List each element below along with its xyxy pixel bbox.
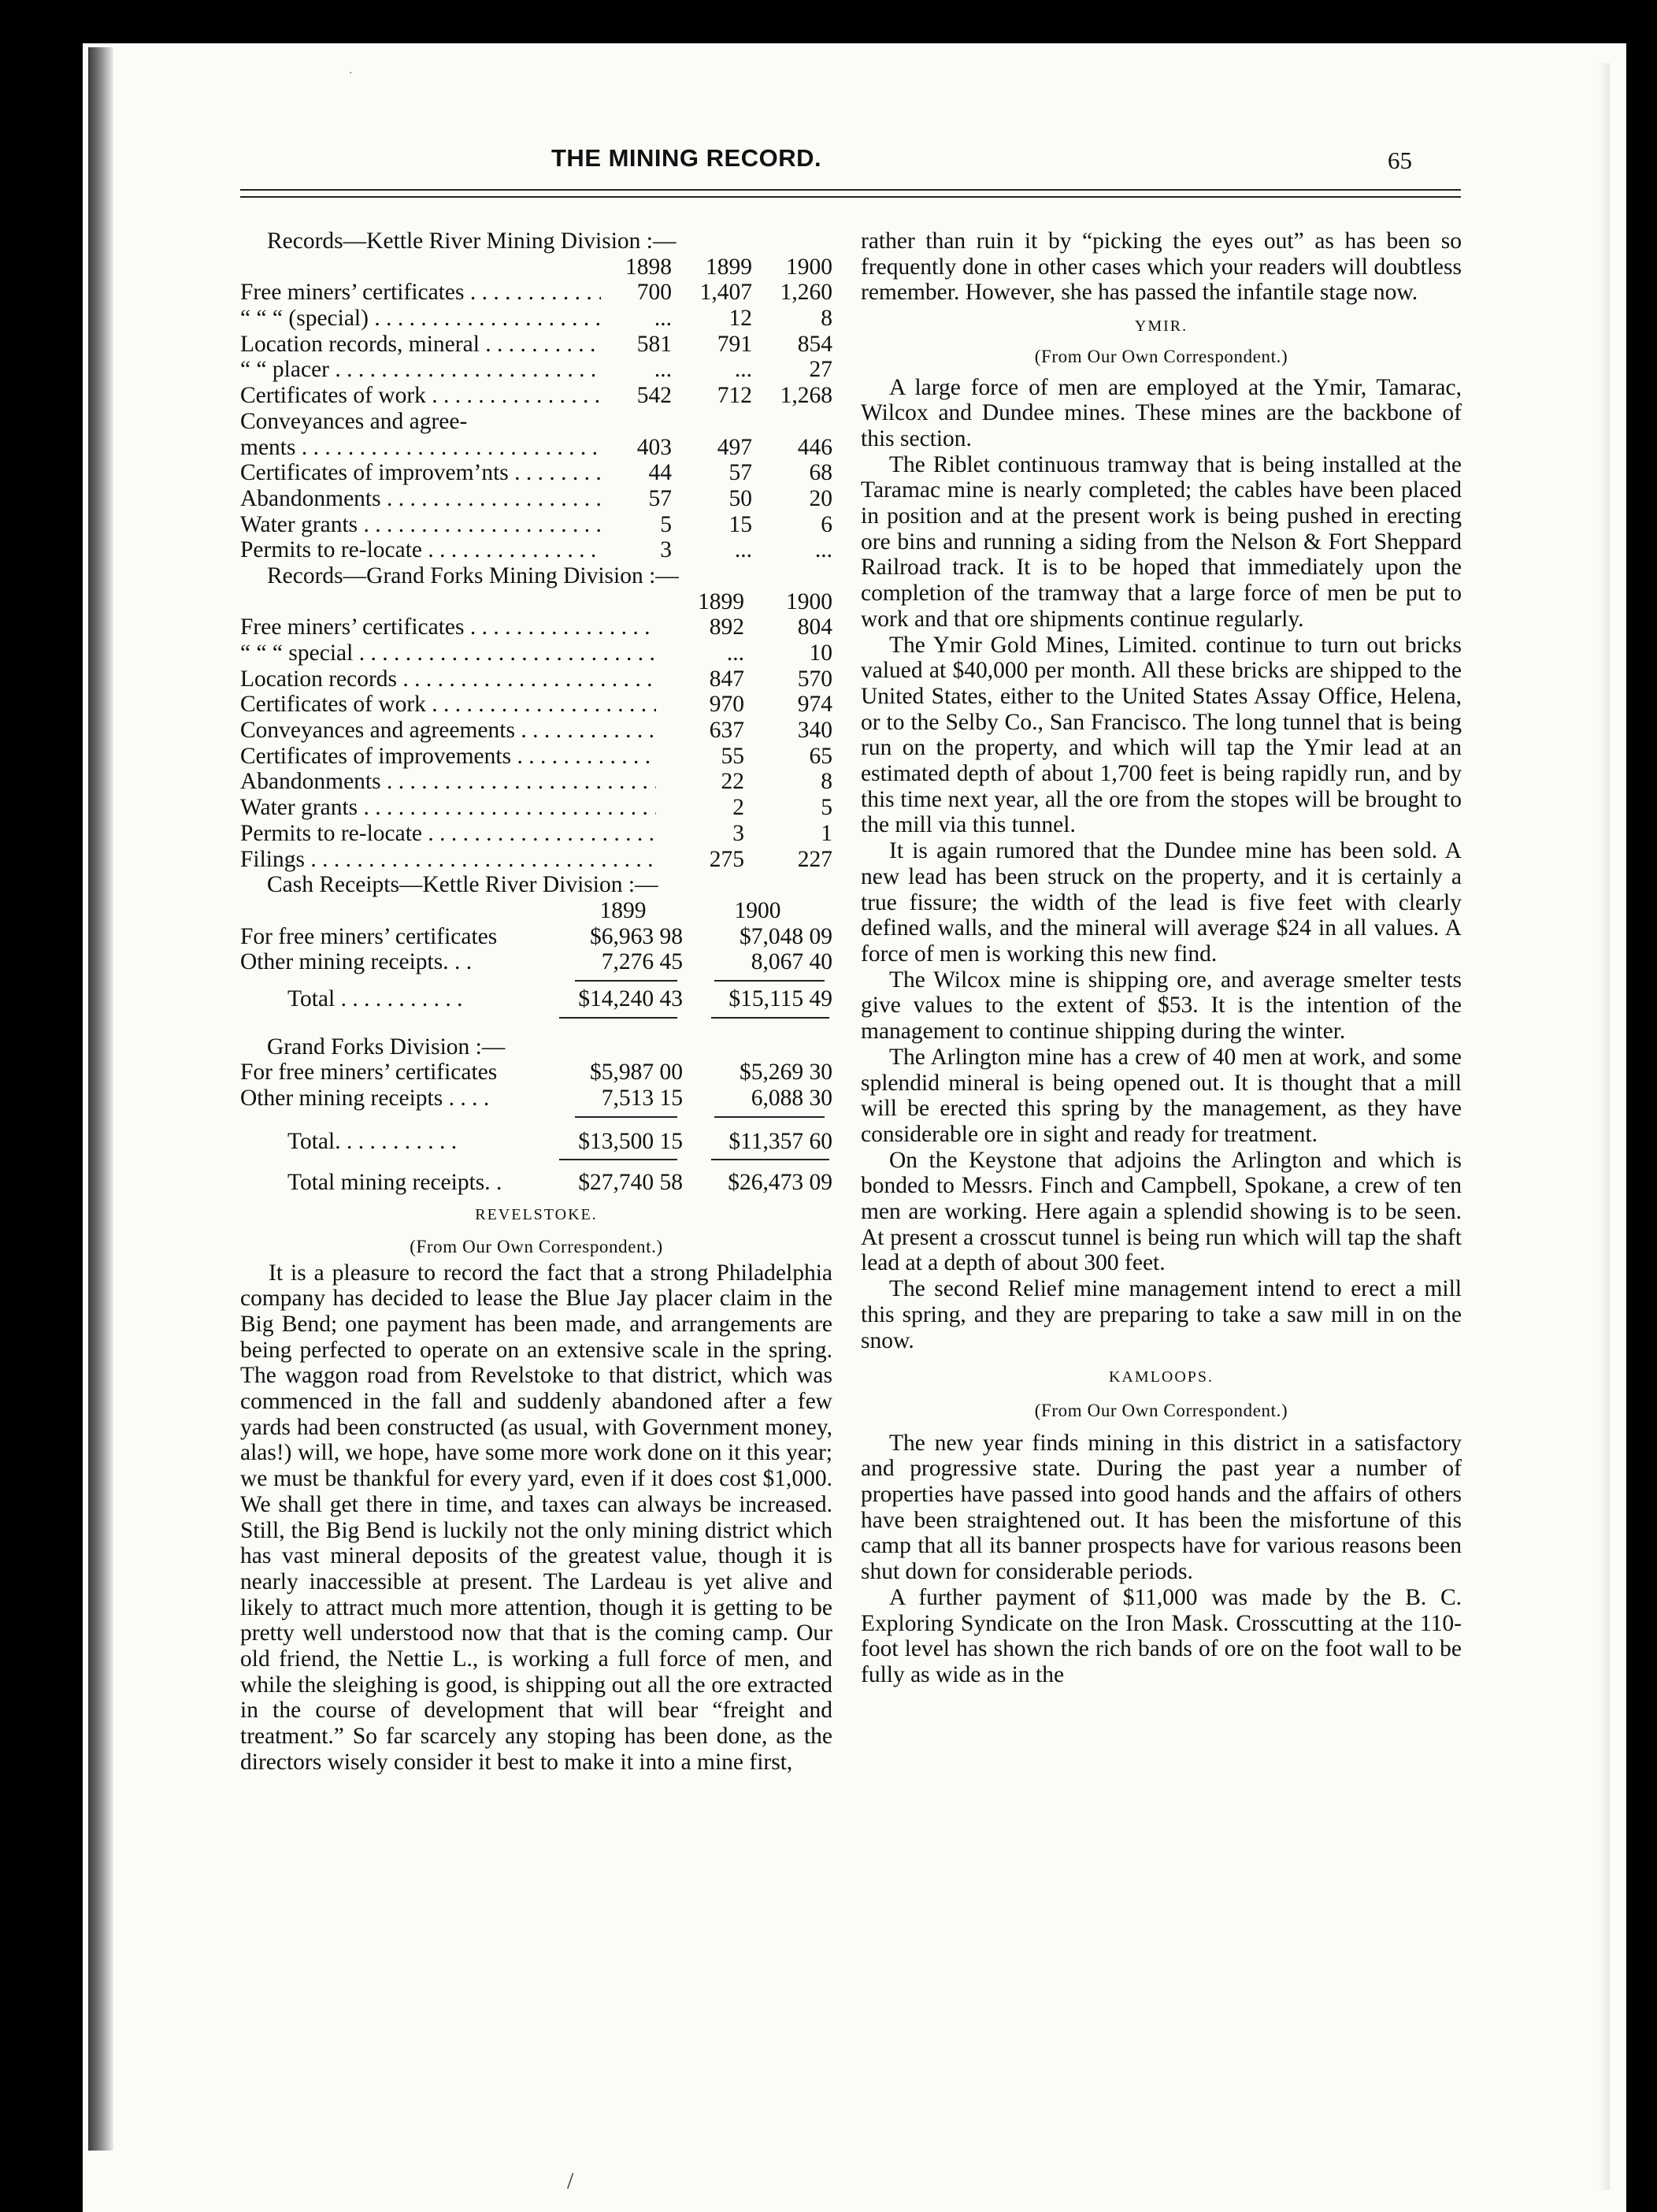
table-row (240, 924, 832, 950)
row-label: Conveyances and agreements . . . (240, 718, 656, 744)
speck-mark: · (349, 68, 353, 80)
kamloops-byline: (From Our Own Correspondent.) (1034, 1400, 1288, 1420)
header-rule-bottom (240, 196, 1461, 198)
table-row (240, 640, 832, 666)
cash-kettle-table (240, 924, 832, 975)
table-row (240, 795, 832, 821)
cell-value: 847 (709, 666, 744, 692)
cell-value: 6,088 30 (751, 1086, 832, 1112)
row-label: Certificates of improvem’nts . . . (240, 460, 601, 486)
cell-value: 3 (732, 820, 744, 846)
table-row (240, 280, 832, 306)
year-label: 1900 (786, 254, 832, 280)
cell-value: 581 (636, 331, 672, 357)
kamloops-article (861, 1431, 1462, 1688)
cell-value: 68 (809, 460, 832, 486)
cell-value: 700 (636, 280, 672, 306)
table-row (240, 744, 832, 770)
row-label: “ “ placer . . . (240, 357, 601, 383)
article-paragraph: The Arlington mine has a crew of 40 men at work, and some splendid mineral is being opened out. It is thought that a mill will be erected this spring by the management, as they have considerable ore in sight and ready for treatment. (861, 1044, 1462, 1147)
cell-value: 1 (821, 820, 832, 846)
row-label: Other mining receipts . . . . (240, 1086, 490, 1112)
cell-value: 65 (809, 743, 832, 769)
row-label: Water grants . . . (240, 512, 601, 538)
table-row (240, 769, 832, 795)
cash-kettle-total: Total . . . . . . . . . . . $14,240 43 $15,115 49 (287, 985, 832, 1011)
total-amount: $15,115 49 (728, 985, 832, 1011)
cash-kettle-title: Cash Receipts—Kettle River Division :— (267, 872, 658, 898)
cell-value: 27 (809, 357, 832, 383)
revelstoke-heading: REVELSTOKE. (475, 1206, 598, 1224)
article-paragraph: The second Relief mine management intend to erect a mill this spring, and they are preparing to take a saw mill in on the snow. (861, 1276, 1462, 1353)
table-row (240, 512, 832, 538)
cell-value: 10 (809, 640, 832, 666)
cell-value: $6,963 98 (590, 923, 683, 949)
article-paragraph: The Wilcox mine is shipping ore, and average smelter tests give values to the extent of $53. It is the intention of the management to continue shipping during the winter. (861, 967, 1462, 1045)
article-paragraph: The new year finds mining in this district in a satisfactory and progressive state. During the past year a number of properties have passed into good hands and the affairs of others have been straightened out. It has been the misfortune of this camp that all its banner prospects have for various reasons been shut down for considerable periods. (861, 1430, 1462, 1585)
row-label: Location records, mineral . . . (240, 332, 601, 358)
row-label: “ “ “ (special) . . . (240, 306, 601, 332)
total-amount: $11,357 60 (728, 1128, 832, 1154)
cell-value: 6 (821, 511, 832, 537)
cell-value: ... (814, 537, 832, 563)
grand-year-header (240, 589, 832, 615)
article-paragraph: It is again rumored that the Dundee mine has been sold. A new lead has been struck on the property, and it is certainly a true fissure; the width of the lead is five feet with clearly defined walls, and the mineral will average $24 in all values. A force of men is working this new find. (861, 838, 1462, 967)
cell-value: 15 (728, 511, 752, 537)
row-label: ments . . . (240, 435, 601, 461)
row-label: Permits to re-locate . . . (240, 537, 601, 563)
cell-value: 12 (728, 306, 752, 332)
cell-value: 854 (797, 331, 832, 357)
cell-value: 970 (709, 692, 744, 718)
cell-value: ... (726, 640, 744, 666)
cell-value: 1,268 (780, 383, 832, 409)
article-paragraph: A further payment of $11,000 was made by the B. C. Exploring Syndicate on the Iron Mask. Crosscutting at the 110-foot level has shown the rich bands of ore on the foot wall to be fully as wide as in the (861, 1584, 1462, 1687)
cell-value: ... (734, 537, 752, 563)
table-row (240, 435, 832, 461)
article-paragraph: A large force of men are employed at the Ymir, Tamarac, Wilcox and Dundee mines. These mines are the backbone of this section. (861, 374, 1462, 451)
row-label: “ “ “ special . . . (240, 640, 656, 666)
cell-value: 892 (709, 614, 744, 640)
year-label: 1899 (698, 588, 744, 614)
year-label: 1900 (734, 897, 781, 923)
cash-year-header (240, 898, 832, 924)
table-row (240, 847, 832, 873)
cell-value: ... (654, 306, 672, 332)
cash-grand-title: Grand Forks Division :— (267, 1034, 506, 1060)
cell-value: 497 (717, 434, 752, 460)
row-label: Certificates of work . . . (240, 383, 601, 409)
cell-value: 570 (797, 666, 832, 692)
page-edge (1599, 63, 1610, 2190)
total-rule (240, 1154, 832, 1165)
cell-value: 7,513 15 (601, 1086, 683, 1112)
table-row (240, 357, 832, 383)
cash-grand-total: Total. . . . . . . . . . . $13,500 15 $11,357 60 (287, 1128, 832, 1154)
article-paragraph: On the Keystone that adjoins the Arlington and which is bonded to Messrs. Finch and Campbell, Spokane, a crew of ten men are working. Here again a splendid showing is to be seen. At present a crosscut tunnel is being run which will tap the shaft lead at a depth of about 300 feet. (861, 1147, 1462, 1276)
cell-value: 275 (709, 846, 744, 872)
row-label: Filings . . . (240, 847, 656, 873)
kettle-records-table (240, 280, 832, 563)
total-rule (240, 1012, 832, 1023)
row-label: For free miners’ certificates (240, 1060, 498, 1086)
table-row (240, 1060, 832, 1086)
cell-value: 637 (709, 718, 744, 744)
total-amount: $13,500 15 (578, 1128, 683, 1154)
grand-records-table (240, 614, 832, 872)
table-row (240, 614, 832, 640)
ymir-byline: (From Our Own Correspondent.) (1034, 346, 1288, 366)
total-mining-receipts: Total mining receipts. . $27,740 58 $26,473 09 (287, 1170, 832, 1196)
page-number: 65 (1388, 147, 1412, 174)
row-label: Location records . . . (240, 666, 656, 692)
row-label: Free miners’ certificates . . . (240, 280, 601, 306)
cell-value: 8,067 40 (751, 949, 832, 975)
cell-value: 403 (636, 434, 672, 460)
binding-shadow (88, 47, 113, 2151)
table-row (240, 537, 832, 563)
cell-value: 2 (732, 795, 744, 821)
cell-value: 1,407 (699, 280, 752, 306)
table-row (240, 666, 832, 692)
article-paragraph: The Ymir Gold Mines, Limited. continue to turn out bricks valued at $40,000 per month. All these bricks are shipped to the United States, either to the United States Assay Office, Helena, or to the Selby Co., San Francisco. The long tunnel that is being run on the property, and which will tap the Ymir lead at an estimated depth of about 1,700 feet is being rapidly run, and by this time next year, all the ore from the stopes will be brought to the mill via this tunnel. (861, 632, 1462, 838)
cell-value: 5 (660, 511, 672, 537)
cell-value: 50 (728, 485, 752, 511)
cell-value: 1,260 (780, 280, 832, 306)
cell-value: 22 (721, 769, 744, 795)
row-label: Abandonments . . . (240, 486, 601, 512)
row-label: Water grants . . . (240, 795, 656, 821)
table-row (240, 486, 832, 512)
cell-value: 791 (717, 331, 752, 357)
table-row (240, 821, 832, 847)
total-amount: $14,240 43 (578, 985, 683, 1011)
article-paragraph: The Riblet continuous tramway that is being installed at the Taramac mine is nearly completed; the cables have been placed in position and at the present work is being pushed in erecting ore bins and running a siding from the Nelson & Fort Sheppard Railroad track. It is to be hoped that immediately upon the completion of the tramway that a large force of men be put to work and that ore shipments continue regularly. (861, 451, 1462, 632)
cell-value: $7,048 09 (740, 923, 832, 949)
header-rule-top (240, 189, 1461, 191)
cell-value: 340 (797, 718, 832, 744)
cell-value: 3 (660, 537, 672, 563)
year-label: 1899 (599, 897, 647, 923)
cell-value: 227 (797, 846, 832, 872)
row-label: Permits to re-locate . . . (240, 821, 656, 847)
running-title: THE MINING RECORD. (551, 144, 822, 172)
row-label: Certificates of improvements . . . (240, 744, 656, 770)
sum-rule (240, 1112, 832, 1123)
cell-value: $5,269 30 (740, 1060, 832, 1086)
sum-rule (240, 975, 832, 986)
table-row (240, 332, 832, 358)
cell-value: 712 (717, 383, 752, 409)
year-label: 1898 (625, 254, 672, 280)
cell-value: 20 (809, 485, 832, 511)
row-label: For free miners’ certificates (240, 923, 498, 949)
cell-value: 55 (721, 743, 744, 769)
cell-value: ... (654, 357, 672, 383)
cell-value: 446 (797, 434, 832, 460)
cell-value: 804 (797, 614, 832, 640)
continued-paragraph: rather than ruin it by “picking the eyes out” as has been so frequently done in other cases which your readers will doubtless remember. However, she has passed the infantile stage now. (861, 228, 1462, 306)
table-row (240, 383, 832, 409)
row-label: Other mining receipts. . . (240, 949, 473, 975)
cell-value: 542 (636, 383, 672, 409)
kamloops-heading: KAMLOOPS. (1108, 1368, 1214, 1386)
kettle-records-title: Records—Kettle River Mining Division :— (267, 228, 677, 254)
revelstoke-body: It is a pleasure to record the fact that a strong Philadelphia company has decided to lease the Blue Jay placer claim in the Big Bend; one payment has been made, and arrangements are being perfected to operate on an extensive scale in the spring. The waggon road from Revelstoke to that district, which was commenced in the fall and suddenly abandoned after a few yards had been constructed (as usual, with Government money, alas!) will, we hope, have some more work done on it this year; we must be thankful for every yard, even if it does cost $1,000. We shall get there in time, and taxes can always be increased. Still, the Big Bend is luckily not the only mining district which has vast mineral deposits of the greatest value, though it is nearly inaccessible at present. The Lardeau is yet alive and likely to attract much more attention, though it is getting to be pretty well understood now that that is the coming camp. Our old friend, the Nettie L., is working a full force of men, and while the sleighing is good, is shipping out all the ore extracted in the course of development that will bear “freight and treatment.” So far scarcely any stoping has been done, as the directors wisely consider it best to make it into a mine first, (240, 1260, 832, 1775)
row-label: Abandonments . . . (240, 769, 656, 795)
cell-value: 5 (821, 795, 832, 821)
cash-grand-table (240, 1060, 832, 1111)
year-label: 1899 (706, 254, 752, 280)
cell-value: $5,987 00 (590, 1060, 683, 1086)
total-amount: $26,473 09 (728, 1170, 832, 1196)
ymir-article (861, 375, 1462, 1354)
grand-records-title: Records—Grand Forks Mining Division :— (267, 562, 679, 588)
cell-value: 7,276 45 (601, 949, 683, 975)
cell-value: 8 (821, 306, 832, 332)
revelstoke-byline: (From Our Own Correspondent.) (410, 1236, 663, 1256)
table-row (240, 306, 832, 332)
kettle-year-header (240, 254, 832, 280)
table-row (240, 692, 832, 718)
year-label: 1900 (786, 588, 832, 614)
table-row (240, 718, 832, 744)
row-label: Conveyances and agree- (240, 408, 468, 434)
ymir-heading: YMIR. (1134, 317, 1188, 336)
table-row (240, 409, 832, 435)
cell-value: 57 (648, 485, 672, 511)
row-label: Certificates of work . . . (240, 692, 656, 718)
table-row (240, 460, 832, 486)
cell-value: 57 (728, 460, 752, 486)
table-row (240, 1086, 832, 1112)
table-row (240, 949, 832, 975)
cell-value: 974 (797, 692, 832, 718)
row-label: Free miners’ certificates . . . (240, 614, 656, 640)
cell-value: 8 (821, 769, 832, 795)
cell-value: ... (734, 357, 752, 383)
right-column (861, 228, 1462, 1688)
total-amount: $27,740 58 (578, 1170, 683, 1196)
cell-value: 44 (648, 460, 672, 486)
left-column (240, 228, 832, 1776)
stray-mark: / (567, 2168, 574, 2194)
